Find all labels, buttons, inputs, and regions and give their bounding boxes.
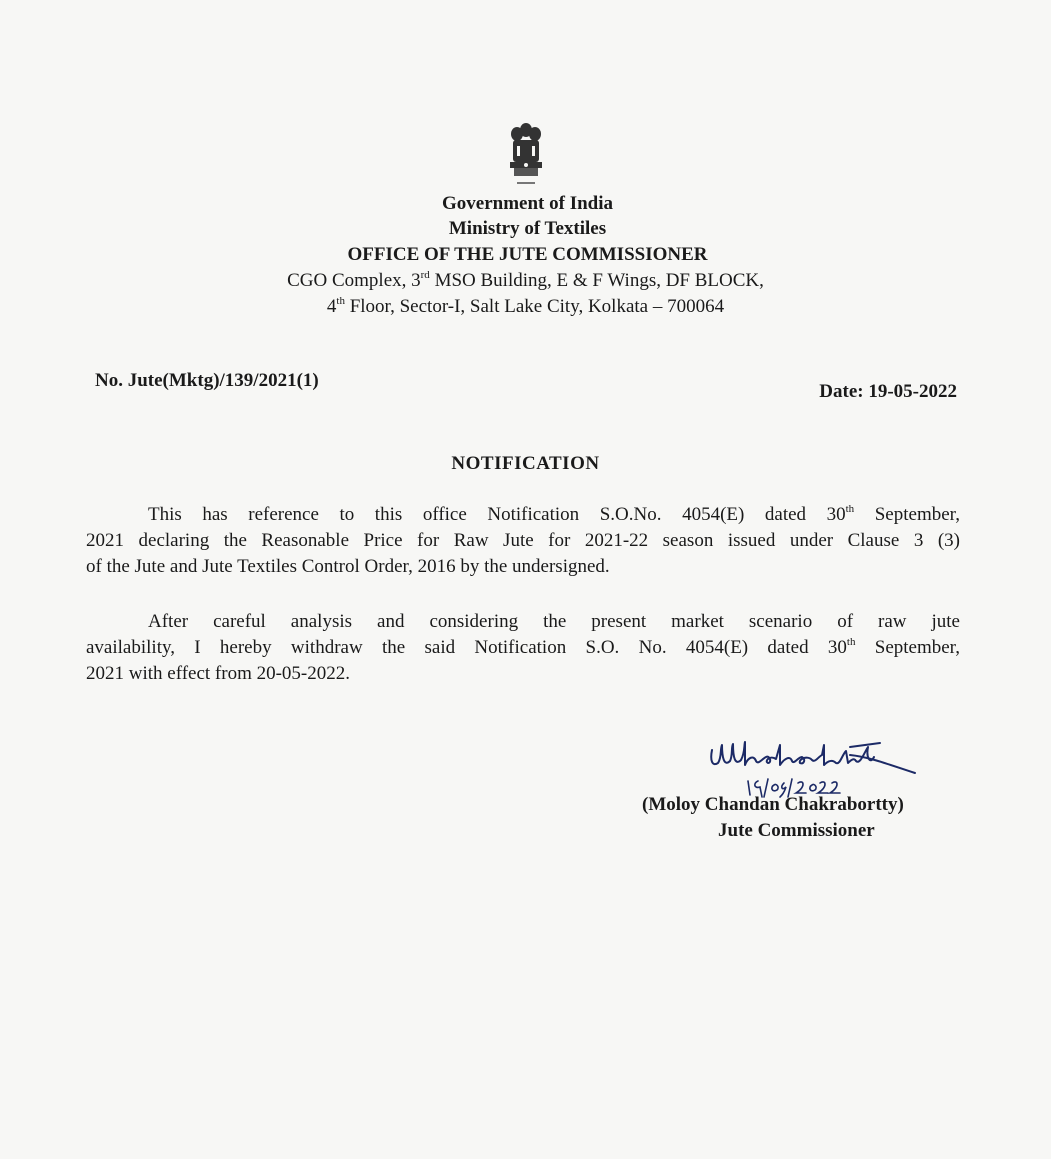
ministry-line: Ministry of Textiles [448, 218, 607, 239]
paragraph-2-line-2-post: September, [855, 637, 960, 658]
address-line-2-sup: th [336, 295, 345, 307]
paragraph-1-line-3: of the Jute and Jute Textiles Control Order, 2016 by the undersigned. [86, 556, 610, 577]
notification-date: Date: 19-05-2022 [819, 381, 957, 402]
paragraph-2-line-2 [86, 635, 960, 661]
paragraph-1-line-1 [86, 502, 960, 528]
address-line-1-pre: CGO Complex, 3 [287, 270, 421, 291]
government-line: Government of India [442, 193, 613, 214]
address-line-1 [0, 270, 1051, 292]
paragraph-1-line-1-post: September, [854, 504, 960, 525]
paragraph-2-line-2-pre: availability, I hereby withdraw the said Notification S.O. No. 4054(E) dated 30 [86, 637, 847, 658]
signatory-title: Jute Commissioner [718, 820, 875, 841]
notification-title: NOTIFICATION [451, 453, 600, 474]
address-line-2-post: Floor, Sector-I, Salt Lake City, Kolkata – 700064 [344, 296, 725, 317]
paragraph-2-line-1: After careful analysis and considering the present market scenario of raw jute [148, 611, 960, 632]
address-line-2-pre: 4 [326, 296, 337, 317]
paragraph-1-line-1-sup: th [845, 503, 855, 515]
paragraph-1 [86, 502, 960, 580]
paragraph-2 [86, 609, 960, 687]
paragraph-1-line-1-pre: This has reference to this office Notification S.O.No. 4054(E) dated 30 [148, 504, 846, 525]
national-emblem-icon [505, 120, 547, 188]
address-line-1-sup: rd [420, 269, 430, 281]
signatory-name: (Moloy Chandan Chakrabortty) [642, 794, 904, 815]
paragraph-1-line-2: 2021 declaring the Reasonable Price for Raw Jute for 2021-22 season issued under Clause 3 (3) [86, 530, 960, 551]
address-line-2 [0, 296, 1051, 318]
paragraph-2-line-3: 2021 with effect from 20-05-2022. [86, 663, 351, 684]
paragraph-2-line-2-sup: th [846, 636, 856, 648]
office-line: OFFICE OF THE JUTE COMMISSIONER [347, 244, 708, 265]
reference-number: No. Jute(Mktg)/139/2021(1) [95, 370, 319, 391]
address-line-1-post: MSO Building, E & F Wings, DF BLOCK, [429, 270, 764, 291]
